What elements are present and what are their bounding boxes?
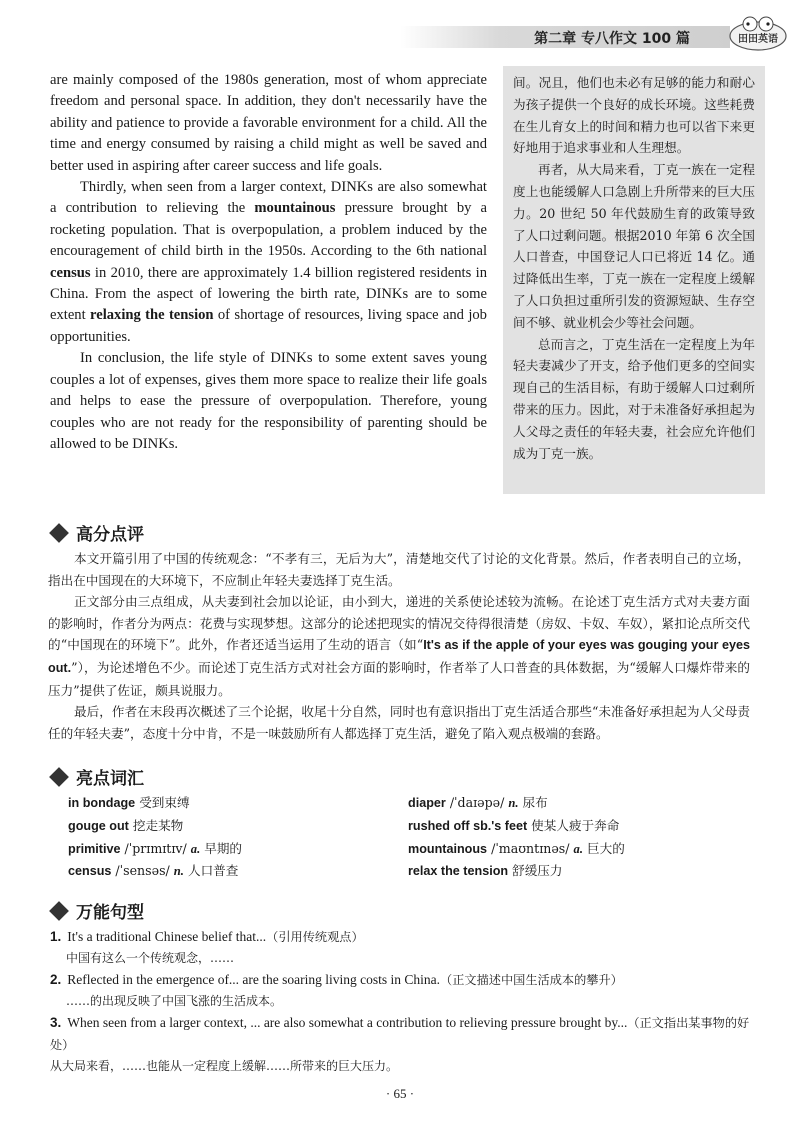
sentence-translation: ……的出现反映了中国飞涨的生活成本。	[66, 994, 283, 1008]
diamond-bullet-icon	[49, 767, 69, 787]
vocab-title: 亮点词汇	[76, 769, 144, 789]
essay-p2-e: in 2010, there are approximately 1.4 billion registered residents in China. From the aspect of lowering the birth rate, DINKs are to some extent	[50, 264, 487, 324]
comment-p2-c: ”），为论述增色不少。而论述丁克生活方式对社会方面的影响时，作者举了人口普查的具体数据，为“缓解人口爆炸带来的压力”提供了佐证，颇具说服力。	[48, 659, 750, 698]
essay-p2-g: of shortage of resources, living space and job opportunities.	[50, 307, 487, 345]
highlight-relaxing-tension: relaxing the tension	[90, 307, 214, 324]
translation-sidebar	[503, 66, 765, 494]
sentence-item: 3. When seen from a larger context, ... are also somewhat a contribution to relieving pressure brought by...（正文指出某事物的好处） 从大局来看，……也能从一定程度上缓解……所带来的巨大压力。	[50, 1012, 750, 1077]
chapter-title: 第二章 专八作文 100 篇	[534, 31, 690, 47]
sentences-heading	[46, 898, 144, 923]
vocab-row	[68, 860, 748, 883]
vocab-item: in bondage 受到束缚	[68, 795, 190, 810]
vocab-item: relax the tension 舒缓压力	[408, 863, 563, 879]
page-number: · 65 ·	[385, 1086, 415, 1101]
comment-title: 高分点评	[76, 525, 144, 545]
vocab-list	[68, 792, 748, 883]
translation-paragraph-2: 再者，从大局来看，丁克一族在一定程度上也能缓解人口急剧上升所带来的巨大压力。20 世纪 50 年代鼓励生育的政策导致了人口过剩问题。根据2010 年第 6 次全国人口普查，中国登记人口已将近 14 亿。通过降低出生率，丁克一族在一定程度上缓解了人口负担过重所引发的资源短缺、生存空间不够、就业机会少等社会问题。	[513, 162, 755, 330]
book-logo-icon	[728, 14, 788, 52]
essay-paragraph-1: are mainly composed of the 1980s generation, most of whom appreciate freedom and personal space. In addition, they don't necessarily have the ability and patience to provide a favorable environment for a child. All the time and energy consumed by raising a child might as well be saved and better used in aspiring after career success and life goals.	[50, 72, 487, 174]
essay-p2-c: pressure brought by a rocketing population. That is overpopulation, a problem induced by the encouragement of child birth in the 1950s. According to the 6th national	[50, 200, 487, 260]
vocab-item: gouge out 挖走某物	[68, 817, 184, 833]
sentence-translation: 从大局来看，……也能从一定程度上缓解……所带来的巨大压力。	[50, 1059, 399, 1073]
comment-paragraph-3: 最后，作者在末段再次概述了三个论据，收尾十分自然，同时也有意识指出丁克生活适合那些“未准备好承担起为人父母责任的年轻夫妻”，态度十分中肯，不是一味鼓励所有人都选择丁克生活，避免了陷入观点极端的套路。	[48, 704, 750, 741]
vocab-item: rushed off sb.'s feet 使某人疲于奔命	[408, 817, 620, 833]
comment-paragraph-1: 本文开篇引用了中国的传统观念：“不孝有三，无后为大”，清楚地交代了讨论的文化背景。然后，作者表明自己的立场，指出在中国现在的大环境下，不应制止年轻夫妻选择丁克生活。	[48, 551, 750, 588]
sentences-title: 万能句型	[76, 903, 144, 923]
diamond-bullet-icon	[49, 523, 69, 543]
essay-p2-a: Thirdly, when seen from a larger context, DINKs are also somewhat a contribution to relieving the	[50, 179, 487, 217]
diamond-bullet-icon	[49, 901, 69, 921]
sentence-item: 2. Reflected in the emergence of... are the soaring living costs in China.（正文描述中国生活成本的攀升） ……的出现反映了中国飞涨的生活成本。	[50, 969, 750, 1012]
vocab-row	[68, 792, 748, 815]
essay-english	[50, 70, 487, 455]
comment-body	[48, 548, 750, 744]
translation-paragraph-3: 总而言之，丁克生活在一定程度上为年轻夫妻减少了开支，给予他们更多的空间实现自己的生活目标，有助于缓解人口过剩所带来的压力。因此，对于未准备好承担起为人父母之责任的年轻夫妻，社会应允许他们成为丁克一族。	[513, 336, 755, 461]
vocab-row	[68, 838, 748, 861]
vocab-item: mountainous /ˈmaʊntɪnəs/ a. 巨大的	[408, 840, 625, 856]
vocab-item: diaper /ˈdaɪəpə/ n. 尿布	[408, 795, 548, 810]
sentence-item: 1. It's a traditional Chinese belief that...（引用传统观点） 中国有这么一个传统观念，……	[50, 926, 750, 969]
comment-heading	[46, 520, 144, 545]
sentence-list	[50, 926, 750, 1077]
vocab-row	[68, 815, 748, 838]
comment-paragraph-2	[48, 591, 750, 701]
vocab-item: census /ˈsensəs/ n. 人口普查	[68, 863, 239, 879]
translation-paragraph-1: 间。况且，他们也未必有足够的能力和耐心为孩子提供一个良好的成长环境。这些耗费在生儿育女上的时间和精力也可以省下来更好地用于追求事业和人生理想。	[513, 75, 755, 156]
essay-paragraph-3: In conclusion, the life style of DINKs to some extent saves young couples a lot of expenses, gives them more space to realize their life goals and helps to ease the pressure of overpopulation. Therefore, young couples who are not ready for the responsibility of parenting should be allowed to be DINKs.	[50, 350, 487, 452]
vocab-item: primitive /ˈprɪmɪtɪv/ a. 早期的	[68, 840, 243, 856]
comment-quote: It's as if the apple of your eyes was gouging your eyes out.	[48, 638, 750, 675]
sentence-translation: 中国有这么一个传统观念，……	[66, 951, 235, 965]
logo-text: 田田英语	[738, 34, 778, 45]
highlight-mountainous: mountainous	[254, 200, 336, 217]
comment-p2-a: 正文部分由三点组成，从夫妻到社会加以论证，由小到大，递进的关系使论述较为流畅。在论述丁克生活方式对夫妻方面的影响时，作者分为两点：花费与实现梦想。这部分的论述把现实的情况交待得很清楚（房奴、卡奴、车奴），紧扣论点所交代的“中国现在的环境下”。此外，作者还适当运用了生动的语言（如“	[48, 594, 750, 653]
essay-paragraph-2	[50, 177, 487, 348]
highlight-census: census	[50, 264, 91, 281]
vocab-heading	[46, 764, 144, 789]
